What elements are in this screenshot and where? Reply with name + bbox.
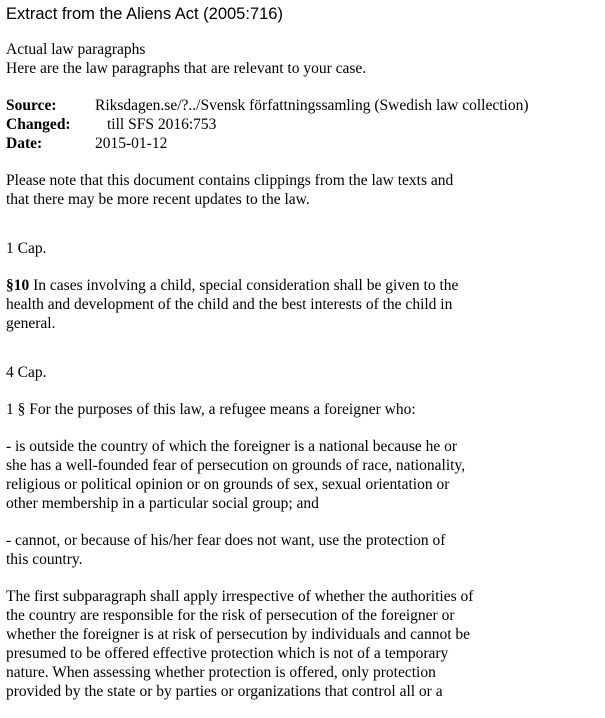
note-line-2: that there may be more recent updates to the law. [6,191,310,208]
section-10-label: §10 [6,277,30,294]
date-value: 2015-01-12 [95,135,168,152]
document-title: Extract from the Aliens Act (2005:716) [6,5,283,23]
document-page [6,4,601,701]
section-10-text: In cases involving a child, special consideration shall be given to the [29,277,459,294]
criterion-2-line-2: this country. [6,551,83,568]
source-label: Source: [6,97,57,114]
closing-line-3: whether the foreigner is at risk of persecution by individuals and cannot be [6,626,471,643]
chapter-4-heading: 4 Cap. [6,364,47,381]
refugee-criterion-1 [6,437,601,513]
criterion-1-line-1: - is outside the country of which the foreigner is a national because he or [6,438,458,455]
section-10-line-1 [6,276,601,295]
note-line-1: Please note that this document contains clippings from the law texts and [6,172,454,189]
closing-line-6: provided by the state or by parties or organizations that control all or a [6,683,443,700]
closing-line-2: the country are responsible for the risk of persecution of the foreigner or [6,607,455,624]
criterion-1-line-4: other membership in a particular social group; and [6,495,319,512]
changed-value: till SFS 2016:753 [107,116,217,133]
closing-paragraph [6,587,601,701]
criterion-1-line-3: religious or political opinion or on grounds of sex, sexual orientation or [6,476,450,493]
closing-line-4: presumed to be offered effective protection which is not of a temporary [6,645,449,662]
meta-row-source [6,96,601,115]
criterion-1-line-2: she has a well-founded fear of persecution on grounds of race, nationality, [6,457,466,474]
refugee-criterion-2 [6,531,601,569]
date-label: Date: [6,135,43,152]
disclaimer-note [6,171,601,209]
section-10-line-2: health and development of the child and the best interests of the child in [6,296,453,313]
changed-label: Changed: [6,116,71,133]
source-value: Riksdagen.se/?../Svensk författningssamling (Swedish law collection) [95,97,529,114]
intro-block [6,40,601,78]
intro-heading: Actual law paragraphs [6,41,146,58]
chapter-1-heading: 1 Cap. [6,240,47,257]
closing-line-5: nature. When assessing whether protection is offered, only protection [6,664,436,681]
intro-text: Here are the law paragraphs that are relevant to your case. [6,60,367,77]
closing-line-1: The first subparagraph shall apply irrespective of whether the authorities of [6,588,474,605]
criterion-2-line-1: - cannot, or because of his/her fear does not want, use the protection of [6,532,446,549]
metadata-block [6,96,601,153]
meta-row-changed [6,115,601,134]
section-10-line-3: general. [6,315,56,332]
section-1-intro: 1 § For the purposes of this law, a refugee means a foreigner who: [6,401,416,418]
meta-row-date [6,134,601,153]
section-10-paragraph [6,276,601,333]
